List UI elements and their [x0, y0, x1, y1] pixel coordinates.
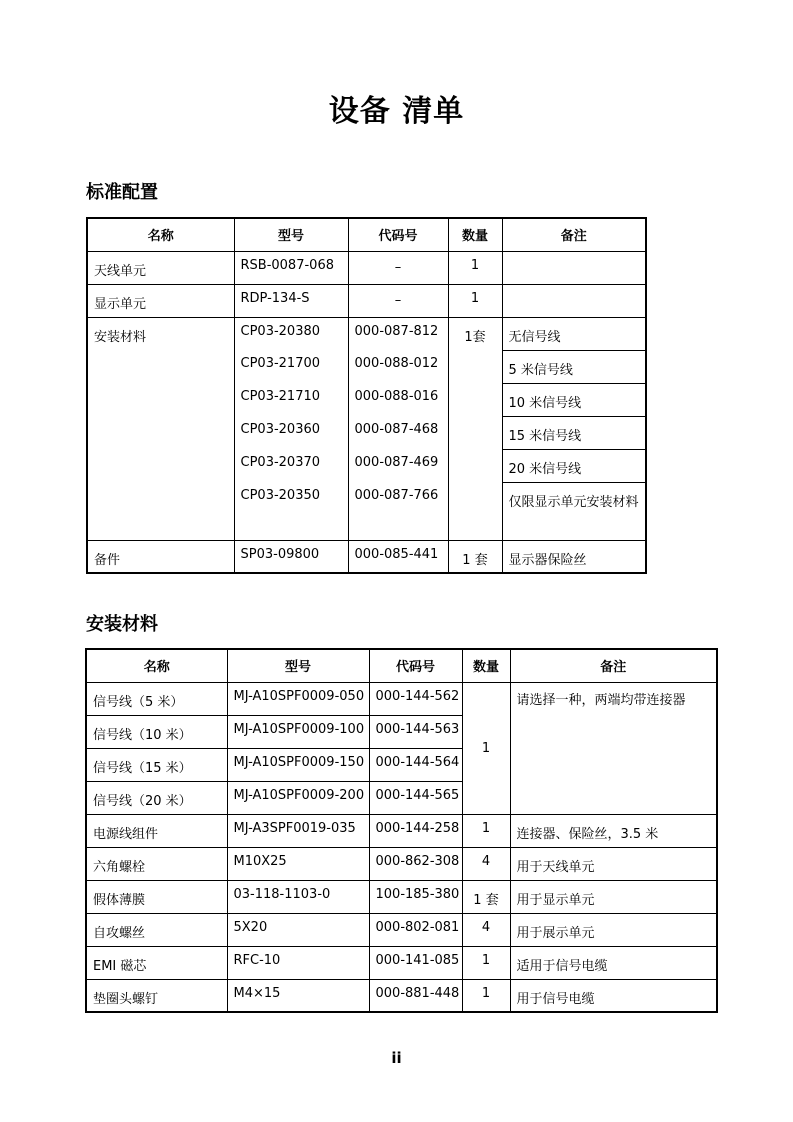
cell-model: CP03-20360 [234, 416, 348, 449]
header-note: 备注 [510, 649, 717, 682]
cell-model: M10X25 [227, 847, 369, 880]
cell-model: CP03-20380 [234, 317, 348, 350]
cell-note: 显示器保险丝 [502, 540, 646, 573]
cell-qty: 1 套 [462, 880, 510, 913]
cell-model: MJ-A10SPF0009-100 [227, 715, 369, 748]
page-number: ii [391, 1049, 402, 1067]
header-qty: 数量 [448, 218, 502, 251]
cell-qty: 1 [448, 251, 502, 284]
cell-note [502, 284, 646, 317]
table-row [86, 682, 717, 715]
cell-note: 请选择一种，两端均带连接器 [510, 682, 717, 814]
cell-note: 15 米信号线 [502, 416, 646, 449]
cell-model: RDP-134-S [234, 284, 348, 317]
cell-model: MJ-A10SPF0009-150 [227, 748, 369, 781]
cell-code: 000-862-308 [369, 847, 462, 880]
table-row [87, 317, 646, 350]
table-row [86, 847, 717, 880]
cell-model: MJ-A10SPF0009-050 [227, 682, 369, 715]
cell-name: 信号线（20 米） [86, 781, 227, 814]
cell-note: 无信号线 [502, 317, 646, 350]
cell-code: 100-185-380 [369, 880, 462, 913]
cell-code: 000-088-016 [348, 383, 448, 416]
table-header-row [87, 218, 646, 251]
cell-model: M4×15 [227, 979, 369, 1012]
cell-code: 000-087-766 [348, 482, 448, 540]
cell-name: 显示单元 [87, 284, 234, 317]
cell-qty: 1 [448, 284, 502, 317]
cell-code: – [348, 284, 448, 317]
cell-qty: 4 [462, 847, 510, 880]
table-row [86, 880, 717, 913]
cell-note: 10 米信号线 [502, 383, 646, 416]
cell-note [502, 251, 646, 284]
cell-model: 5X20 [227, 913, 369, 946]
cell-code: 000-087-812 [348, 317, 448, 350]
header-model: 型号 [234, 218, 348, 251]
header-name: 名称 [87, 218, 234, 251]
cell-model: RSB-0087-068 [234, 251, 348, 284]
table-row [86, 979, 717, 1012]
cell-name: 六角螺栓 [86, 847, 227, 880]
cell-note: 连接器、保险丝，3.5 米 [510, 814, 717, 847]
page-title: 设备 清单 [328, 94, 465, 129]
header-note: 备注 [502, 218, 646, 251]
cell-name: 天线单元 [87, 251, 234, 284]
table-row [86, 814, 717, 847]
table-row [87, 284, 646, 317]
cell-name: 信号线（10 米） [86, 715, 227, 748]
standard-config-heading: 标准配置 [86, 182, 158, 203]
cell-code: 000-141-085 [369, 946, 462, 979]
cell-model: CP03-21710 [234, 383, 348, 416]
cell-note: 5 米信号线 [502, 350, 646, 383]
cell-code: 000-144-563 [369, 715, 462, 748]
cell-code: 000-144-562 [369, 682, 462, 715]
cell-code: 000-085-441 [348, 540, 448, 573]
cell-qty: 1 套 [448, 540, 502, 573]
cell-model: 03-118-1103-0 [227, 880, 369, 913]
cell-code: 000-881-448 [369, 979, 462, 1012]
header-qty: 数量 [462, 649, 510, 682]
cell-model: MJ-A10SPF0009-200 [227, 781, 369, 814]
cell-code: 000-144-564 [369, 748, 462, 781]
cell-model: SP03-09800 [234, 540, 348, 573]
cell-note: 仅限显示单元安装材料 [502, 482, 646, 540]
cell-name: 假体薄膜 [86, 880, 227, 913]
cell-model: MJ-A3SPF0019-035 [227, 814, 369, 847]
standard-config-table [86, 217, 647, 574]
cell-code: 000-144-258 [369, 814, 462, 847]
header-name: 名称 [86, 649, 227, 682]
install-materials-heading: 安装材料 [86, 614, 158, 635]
cell-model: CP03-21700 [234, 350, 348, 383]
cell-qty: 4 [462, 913, 510, 946]
cell-qty: 1 [462, 682, 510, 814]
cell-name: 信号线（5 米） [86, 682, 227, 715]
cell-code: 000-088-012 [348, 350, 448, 383]
cell-model: CP03-20350 [234, 482, 348, 540]
cell-code: 000-144-565 [369, 781, 462, 814]
cell-name: 垫圈头螺钉 [86, 979, 227, 1012]
header-model: 型号 [227, 649, 369, 682]
cell-name: 备件 [87, 540, 234, 573]
table-row [86, 913, 717, 946]
cell-qty: 1套 [448, 317, 502, 540]
cell-qty: 1 [462, 946, 510, 979]
header-code: 代码号 [369, 649, 462, 682]
cell-model: CP03-20370 [234, 449, 348, 482]
cell-code: – [348, 251, 448, 284]
cell-note: 20 米信号线 [502, 449, 646, 482]
cell-code: 000-087-469 [348, 449, 448, 482]
cell-note: 用于天线单元 [510, 847, 717, 880]
cell-qty: 1 [462, 814, 510, 847]
cell-note: 适用于信号电缆 [510, 946, 717, 979]
cell-name: 自攻螺丝 [86, 913, 227, 946]
cell-note: 用于信号电缆 [510, 979, 717, 1012]
cell-note: 用于显示单元 [510, 880, 717, 913]
install-materials-table [85, 648, 718, 1013]
cell-name: 安装材料 [87, 317, 234, 540]
cell-name: 电源线组件 [86, 814, 227, 847]
cell-note: 用于展示单元 [510, 913, 717, 946]
cell-name: 信号线（15 米） [86, 748, 227, 781]
cell-model: RFC-10 [227, 946, 369, 979]
cell-name: EMI 磁芯 [86, 946, 227, 979]
header-code: 代码号 [348, 218, 448, 251]
cell-code: 000-087-468 [348, 416, 448, 449]
table-row [87, 540, 646, 573]
cell-qty: 1 [462, 979, 510, 1012]
table-header-row [86, 649, 717, 682]
cell-code: 000-802-081 [369, 913, 462, 946]
table-row [86, 946, 717, 979]
table-row [87, 251, 646, 284]
